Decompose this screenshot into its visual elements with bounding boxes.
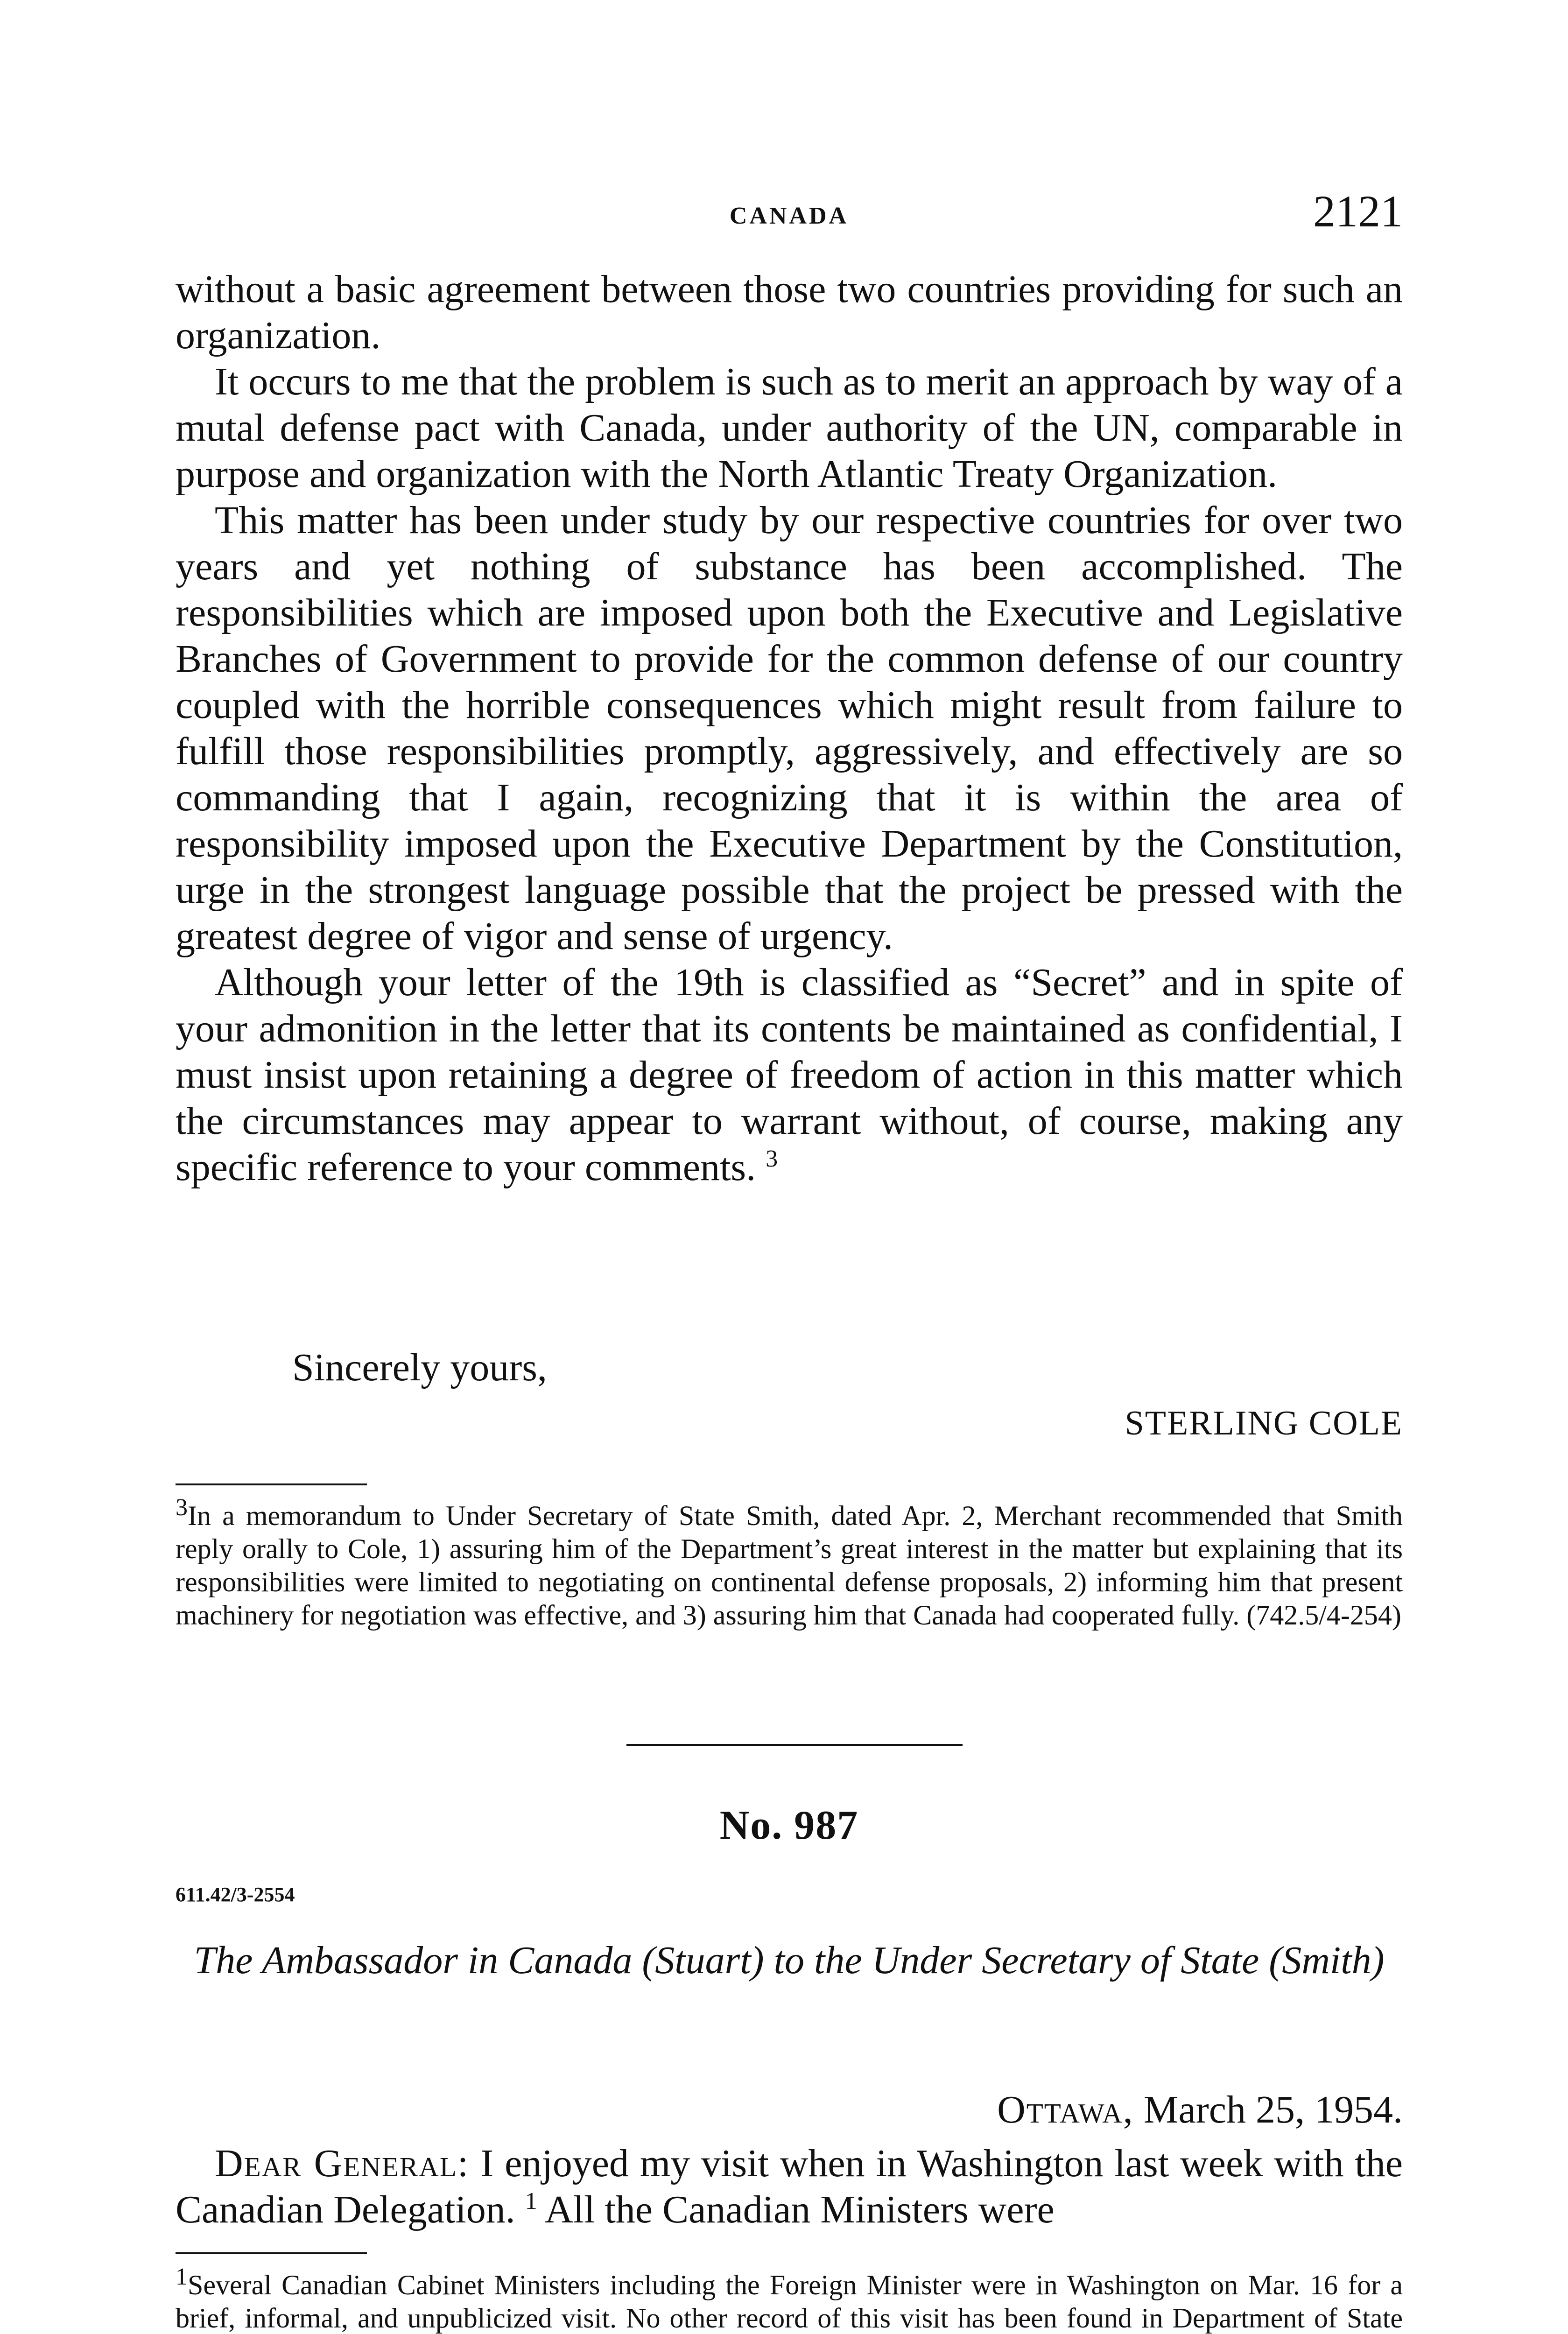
salutation: Dear General: [215,2142,470,2185]
footnote-3 [176,1494,1403,1632]
paragraph: It occurs to me that the problem is such as to merit an approach by way of a mutal defense pact with Canada, under authority of the UN, comparable in purpose and organization with the North Atlantic Treaty Organization. [176,360,1403,496]
dateline [997,2087,1403,2133]
footnote-marker: 3 [176,1494,188,1521]
document-number: No. 987 [719,1803,859,1848]
paragraph-text: I enjoyed my visit when in Washington last week with the Canadian Delegation. [176,2142,1403,2231]
footnote-rule [176,2252,367,2254]
footnote-text [176,1494,1403,1632]
section-divider [626,1744,963,1746]
paragraph: This matter has been under study by our respective countries for over two years and yet nothing of substance has been accomplished. The responsibilities which are imposed upon both the Executive and Legislative Branches of Government to provide for the common defense of our country coupled with the horrible consequences which might result from failure to fulfill those responsibilities promptly, aggressively, and effectively are so commanding that I again, recognizing that it is within the area of responsibility imposed upon the Executive Department by the Constitution, urge in the strongest language possible that the project be pressed with the greatest degree of vigor and sense of urgency. [176,499,1403,958]
dateline-place: Ottawa, [997,2088,1134,2131]
file-reference: 611.42/3-2554 [176,1883,295,1906]
paragraph [176,2140,1403,2233]
footnote-reference: 1 [525,2188,537,2214]
running-head [176,186,1403,245]
letter-continuation [176,266,1403,1190]
paragraph [176,959,1403,1190]
footnote-body: In a memorandum to Under Secretary of State Smith, dated Apr. 2, Merchant recommended that Smith reply orally to Cole, 1) assuring him of the Department’s great interest in the matter but explaining that its responsibilities were limited to negotiating on continental defense proposals, 2) informing him that present machinery for negotiation was effective, and 3) assuring him that Canada had cooperated fully. (742.5/4-254) [176,1500,1403,1631]
document-title: The Ambassador in Canada (Stuart) to the Under Secretary of State (Smith) [194,1939,1385,1982]
page-number: 2121 [1313,186,1403,236]
complimentary-close: Sincerely yours, [292,1346,547,1389]
footnote-1 [176,2264,1403,2334]
running-title: CANADA [729,203,849,229]
dateline-date: March 25, 1954. [1143,2088,1403,2131]
footnote-text [176,2264,1403,2334]
footnote-body: Several Canadian Cabinet Ministers including the Foreign Minister were in Washington on Mar. 16 for a brief, informal, and unpublicized visit. No other record of this visit has been found in Department of State [176,2270,1403,2334]
footnote-rule [176,1483,367,1485]
paragraph: without a basic agreement between those two countries providing for such an organization. [176,267,1403,357]
closing-block [176,1344,1403,1442]
paragraph-text: Although your letter of the 19th is classified as “Secret” and in spite of your admonition in the letter that its contents be maintained as confidential, I must insist upon retaining a degree of freedom of action in this matter which the circumstances may appear to warrant without, of course, making any specific reference to your comments. [176,961,1403,1189]
footnote-marker: 1 [176,2264,188,2290]
footnote-reference: 3 [766,1146,778,1172]
signature: STERLING COLE [1125,1404,1403,1442]
paragraph-text: All the Canadian Ministers were [545,2188,1055,2231]
letter-body [176,2140,1403,2233]
